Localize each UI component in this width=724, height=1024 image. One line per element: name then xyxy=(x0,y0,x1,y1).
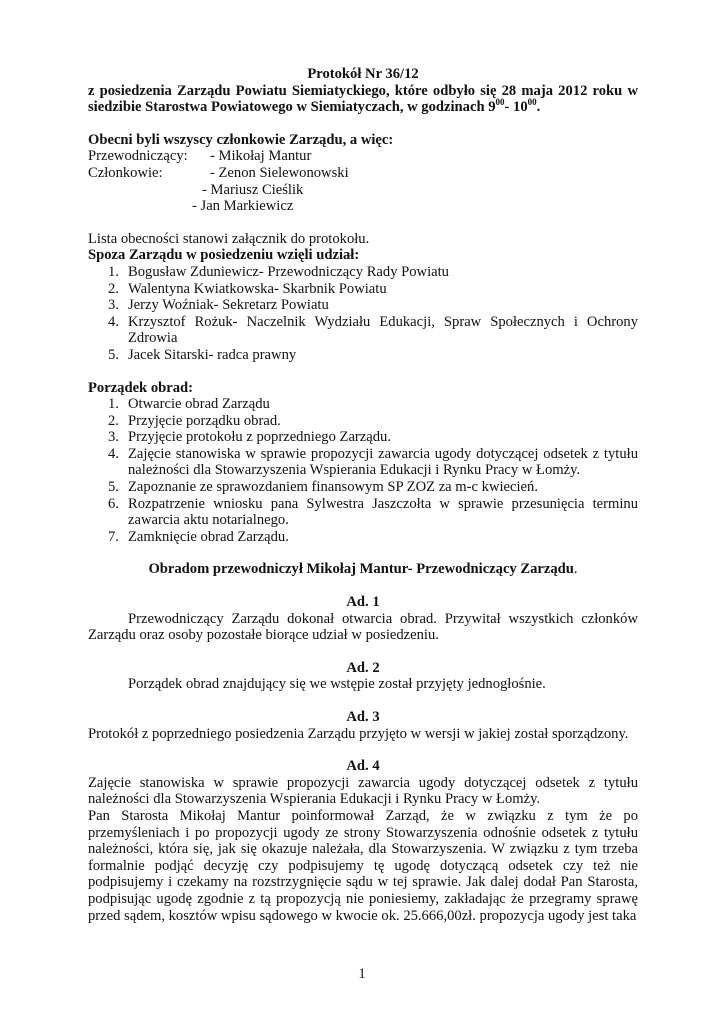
ad1-text: Przewodniczący Zarządu dokonał otwarcia obrad. Przywitał wszystkich członków Zarządu oraz osoby pozostałe biorące udział w posiedzeniu. xyxy=(88,610,638,644)
list-text: Rozpatrzenie wniosku pana Sylwestra Jaszczołta w sprawie przesunięcia terminu zawarcia aktu notarialnego. xyxy=(128,495,638,529)
list-number: 2. xyxy=(108,280,119,297)
list-text: Otwarcie obrad Zarządu xyxy=(128,396,270,413)
members-row xyxy=(88,165,638,182)
list-item xyxy=(88,446,638,479)
protocol-subtitle xyxy=(88,83,638,116)
list-number: 5. xyxy=(108,346,119,363)
list-item xyxy=(88,347,638,364)
list-text: Walentyna Kwiatkowska- Skarbnik Powiatu xyxy=(128,280,387,297)
ad4-title: Ad. 4 xyxy=(346,758,380,775)
ad3-text: Protokół z poprzedniego posiedzenia Zarządu przyjęto w wersji w jakiej został sporządzony. xyxy=(88,725,629,742)
time-end-minutes: 00 xyxy=(527,97,537,108)
list-number: 1. xyxy=(108,396,119,413)
chair-name: - Mikołaj Mantur xyxy=(210,148,312,165)
list-number: 6. xyxy=(108,495,119,512)
member-1: - Zenon Sielewonowski xyxy=(210,164,349,181)
ad4-text-2: Pan Starosta Mikołaj Mantur poinformował Zarząd, że w związku z tym że po przemyśleniach i po propozycji ugody ze strony Stowarzyszenia odnośnie odsetek z tytułu należności, która się, jak się okazuje należała, dla Stowarzyszenia. W związku z tym trzeba formalnie podjąć decyzję czy podpisujemy tę ugodę dotyczącą odsetek czy też nie podpisujemy i czekamy na rozstrzygnięcie sądu w tej sprawie. Jak dalej dodał Pan Starosta, podpisując ugodę zgodnie z tą propozycją nie poniesiemy, zakładając że przegramy sprawę przed sądem, kosztów wpisu sądowego w kwocie ok. 25.666,00zł. propozycja ugody jest taka xyxy=(88,807,638,924)
chair-statement-end: . xyxy=(573,561,578,578)
list-number: 4. xyxy=(108,445,119,462)
time-start-minutes: 00 xyxy=(495,97,505,108)
list-item xyxy=(88,396,638,413)
members-heading: Obecni byli wszyscy członkowie Zarządu, a więc: xyxy=(88,131,394,148)
ad4-text-1: Zajęcie stanowiska w sprawie propozycji zawarcia ugody dotyczącej odsetek z tytułu należności dla Stowarzyszenia Wspierania Edukacji i Rynku Pracy w Łomży. xyxy=(88,774,638,808)
list-item xyxy=(88,496,638,529)
list-number: 3. xyxy=(108,429,119,446)
ad1-title: Ad. 1 xyxy=(346,594,380,611)
list-number: 5. xyxy=(108,479,119,496)
list-item xyxy=(88,281,638,298)
list-number: 7. xyxy=(108,528,119,545)
list-text: Przyjęcie protokołu z poprzedniego Zarządu. xyxy=(128,429,391,446)
list-item xyxy=(88,479,638,496)
list-text: Bogusław Zduniewicz- Przewodniczący Rady Powiatu xyxy=(128,263,449,280)
ad2-title: Ad. 2 xyxy=(346,659,380,676)
list-item xyxy=(88,429,638,446)
member-2: - Mariusz Cieślik xyxy=(202,181,304,198)
subtitle-text: z posiedzenia Zarządu Powiatu Siemiatyckiego, które odbyło się 28 maja 2012 roku w siedzibie Starostwa Powiatowego w Siemiatyczach, w godzinach 9 xyxy=(88,82,638,116)
members-label: Członkowie: xyxy=(88,164,163,181)
member-3: - Jan Markiewicz xyxy=(192,198,294,215)
document-body xyxy=(88,66,638,924)
list-text: Zamknięcie obrad Zarządu. xyxy=(128,528,289,545)
chair-row xyxy=(88,148,638,165)
list-number: 3. xyxy=(108,297,119,314)
guests-heading: Spoza Zarządu w posiedzeniu wzięli udział: xyxy=(88,247,360,264)
guests-list xyxy=(88,264,638,364)
list-item xyxy=(88,297,638,314)
list-item xyxy=(88,264,638,281)
list-text: Zajęcie stanowiska w sprawie propozycji zawarcia ugody dotyczącej odsetek z tytułu należności dla Stowarzyszenia Wspierania Edukacji i Rynku Pracy w Łomży. xyxy=(128,445,638,479)
list-text: Krzysztof Rożuk- Naczelnik Wydziału Edukacji, Spraw Społecznych i Ochrony Zdrowia xyxy=(128,313,638,347)
ad2-text: Porządek obrad znajdujący się we wstępie został przyjęty jednogłośnie. xyxy=(128,676,546,693)
chair-statement xyxy=(88,561,638,578)
time-end-hour: - 10 xyxy=(504,99,528,116)
protocol-title: Protokół Nr 36/12 xyxy=(307,66,419,82)
agenda-list xyxy=(88,396,638,545)
list-text: Zapoznanie ze sprawozdaniem finansowym SP ZOZ za m-c kwiecień. xyxy=(128,479,538,496)
agenda-heading: Porządek obrad: xyxy=(88,379,193,396)
chair-statement-text: Obradom przewodniczył Mikołaj Mantur- Przewodniczący Zarządu xyxy=(148,561,574,578)
page-number: 1 xyxy=(358,966,366,982)
list-number: 1. xyxy=(108,263,119,280)
list-item xyxy=(88,413,638,430)
list-item xyxy=(88,314,638,347)
ad3-title: Ad. 3 xyxy=(346,709,380,725)
list-number: 4. xyxy=(108,313,119,330)
list-text: Jacek Sitarski- radca prawny xyxy=(128,346,297,363)
chair-label: Przewodniczący: xyxy=(88,148,188,165)
list-number: 2. xyxy=(108,412,119,429)
list-text: Jerzy Woźniak- Sekretarz Powiatu xyxy=(128,297,329,314)
attendance-note: Lista obecności stanowi załącznik do protokołu. xyxy=(88,230,370,247)
list-item xyxy=(88,529,638,546)
subtitle-end: . xyxy=(536,99,541,116)
list-text: Przyjęcie porządku obrad. xyxy=(128,412,281,429)
